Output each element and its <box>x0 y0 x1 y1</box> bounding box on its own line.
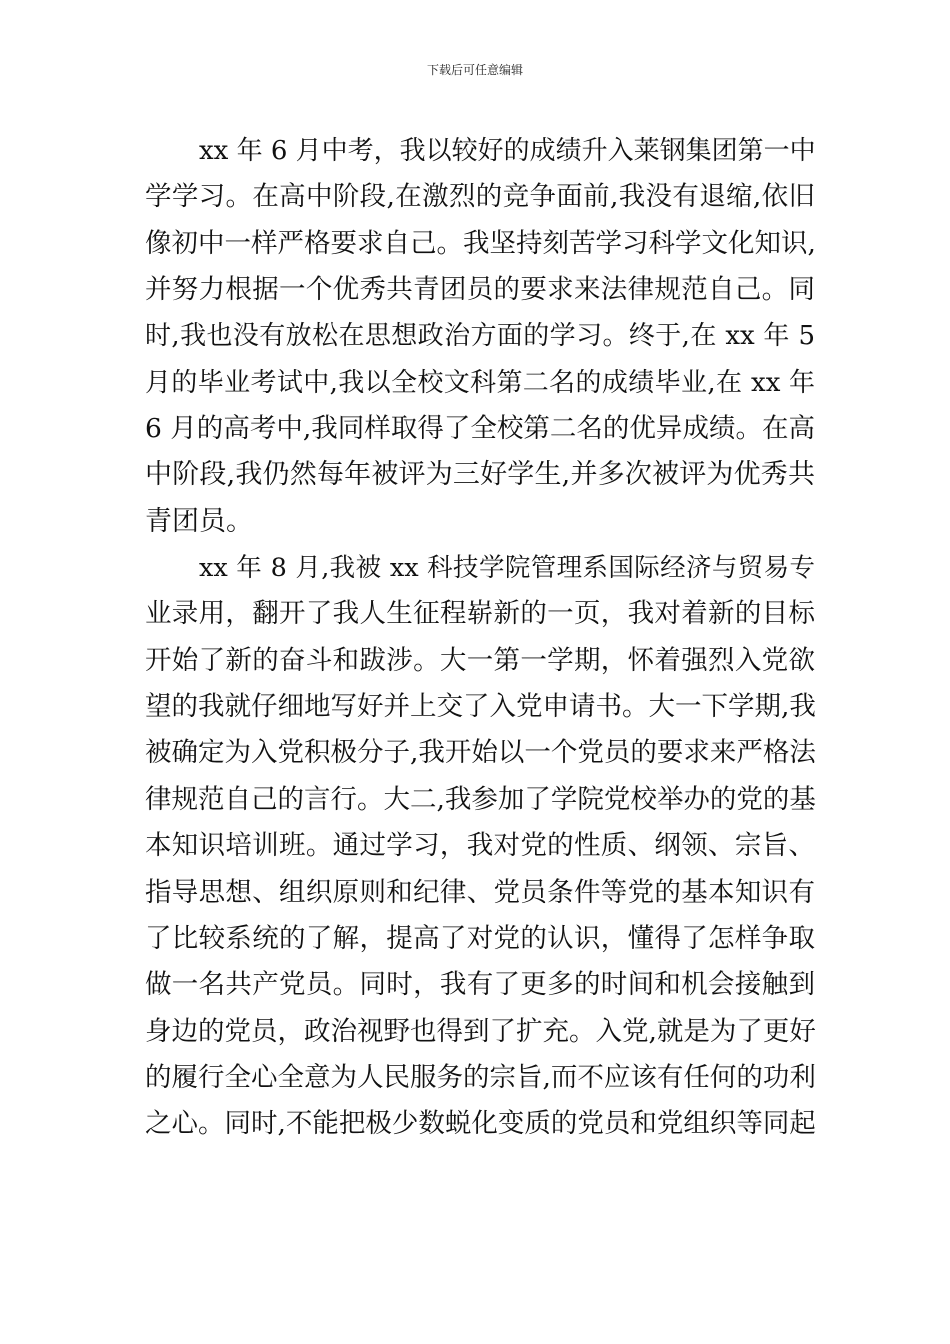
text-line: 做一名共产党员。同时，我有了更多的时间和机会接触到 <box>145 969 815 1001</box>
text-line: 了比较系统的了解，提高了对党的认识，懂得了怎样争取 <box>145 922 815 954</box>
text-line: xx 年 8 月,我被 xx 科技学院管理系国际经济与贸易专 <box>199 553 815 584</box>
text-line: 并努力根据一个优秀共青团员的要求来法律规范自己。同 <box>145 274 815 306</box>
text-line: 之心。同时,不能把极少数蜕化变质的党员和党组织等同起 <box>145 1108 816 1140</box>
text-line: 指导思想、组织原则和纪律、党员条件等党的基本知识有 <box>145 876 815 908</box>
text-line: 时,我也没有放松在思想政治方面的学习。终于,在 xx 年 5 <box>145 321 815 352</box>
text-line: 6 月的高考中,我同样取得了全校第二名的优异成绩。在高 <box>145 413 815 445</box>
text-line: 学学习。在高中阶段,在激烈的竞争面前,我没有退缩,依旧 <box>145 181 815 213</box>
text-line: 本知识培训班。通过学习，我对党的性质、纲领、宗旨、 <box>145 830 815 862</box>
text-line: 青团员。 <box>145 505 253 537</box>
text-line: 身边的党员，政治视野也得到了扩充。入党,就是为了更好 <box>145 1015 816 1047</box>
text-line: 业录用，翻开了我人生征程崭新的一页，我对着新的目标 <box>145 598 815 630</box>
document-body <box>145 128 815 1148</box>
text-line: 的履行全心全意为人民服务的宗旨,而不应该有任何的功利 <box>145 1061 816 1093</box>
text-line: 中阶段,我仍然每年被评为三好学生,并多次被评为优秀共 <box>145 459 815 491</box>
text-line: 被确定为入党积极分子,我开始以一个党员的要求来严格法 <box>145 737 816 769</box>
text-line: xx 年 6 月中考，我以较好的成绩升入莱钢集团第一中 <box>199 136 816 166</box>
text-line: 律规范自己的言行。大二,我参加了学院党校举办的党的基 <box>145 783 816 815</box>
paragraph-2 <box>145 545 815 1147</box>
text-line: 望的我就仔细地写好并上交了入党申请书。大一下学期,我 <box>145 691 816 723</box>
text-line: 月的毕业考试中,我以全校文科第二名的成绩毕业,在 xx 年 <box>145 367 815 398</box>
paragraph-1 <box>145 128 815 545</box>
text-line: 像初中一样严格要求自己。我坚持刻苦学习科学文化知识, <box>145 227 816 259</box>
text-line: 开始了新的奋斗和跋涉。大一第一学期，怀着强烈入党欲 <box>145 644 815 676</box>
page-header: 下载后可任意编辑 <box>426 63 523 77</box>
